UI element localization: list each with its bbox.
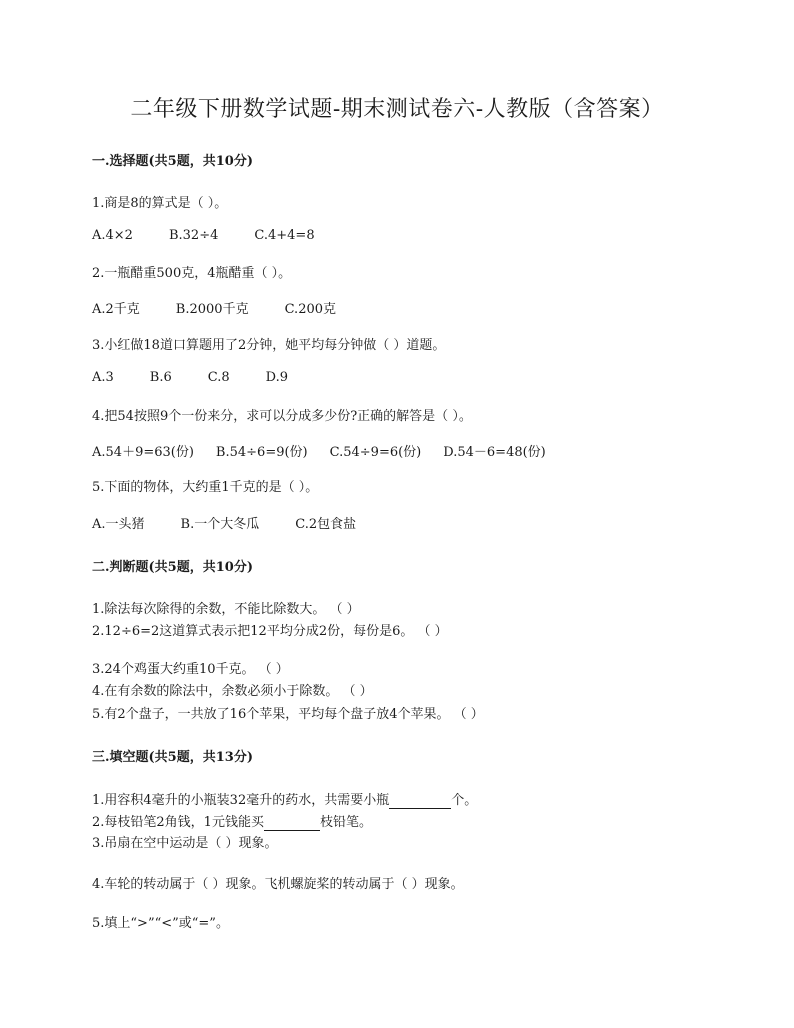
fill-item-4: 4.车轮的转动属于（ ）现象。飞机螺旋桨的转动属于（ ）现象。	[92, 877, 464, 892]
option-a: A.3	[92, 370, 114, 385]
option-d: D.9	[265, 370, 289, 385]
judge-item-2: 2.12÷6=2这道算式表示把12平均分成2份，每份是6。 （ ）	[92, 624, 448, 639]
fill-item-3: 3.吊扇在空中运动是（ ）现象。	[92, 836, 278, 851]
question-4-options	[92, 441, 582, 460]
section-heading-choice: 一.选择题(共5题，共10分)	[92, 154, 253, 169]
fill-item-2-text: 2.每枝铅笔2角钱，1元钱能买	[92, 815, 264, 830]
page-title: 二年级下册数学试题-期末测试卷六-人教版（含答案）	[130, 97, 664, 122]
judge-item-3: 3.24个鸡蛋大约重10千克。 （ ）	[92, 662, 289, 677]
fill-item-2	[92, 811, 372, 831]
option-b: B.32÷4	[168, 228, 219, 243]
answer-blank[interactable]	[389, 793, 451, 809]
option-a: A.4×2	[92, 228, 133, 243]
option-b: B.2000千克	[175, 302, 249, 317]
question-4-stem: 4.把54按照9个一份来分，求可以分成多少份?正确的解答是（ ）。	[92, 409, 472, 424]
option-c: C.2包食盐	[295, 517, 357, 532]
option-b: B.6	[149, 370, 172, 385]
option-a: A.2千克	[92, 302, 140, 317]
question-1-options	[92, 228, 351, 243]
judge-item-1: 1.除法每次除得的余数，不能比除数大。 （ ）	[92, 602, 360, 617]
question-3-options	[92, 370, 324, 385]
question-3-stem: 3.小红做18道口算题用了2分钟，她平均每分钟做（ ）道题。	[92, 338, 446, 353]
option-a: A.54＋9=63(份)	[92, 445, 194, 460]
fill-item-2-suffix: 枝铅笔。	[319, 815, 372, 830]
option-b: B.54÷6=9(份)	[215, 445, 308, 460]
judge-item-5: 5.有2个盘子，一共放了16个苹果，平均每个盘子放4个苹果。 （ ）	[92, 707, 484, 722]
option-d: D.54－6=48(份)	[443, 445, 546, 460]
question-5-stem: 5.下面的物体，大约重1千克的是（ ）。	[92, 480, 319, 495]
fill-item-1-text: 1.用容积4毫升的小瓶装32毫升的药水，共需要小瓶	[92, 793, 390, 808]
option-a: A.一头猪	[92, 517, 145, 532]
option-b: B.一个大冬瓜	[180, 517, 260, 532]
fill-item-1-suffix: 个。	[451, 793, 478, 808]
option-c: C.200克	[284, 302, 337, 317]
question-1-stem: 1.商是8的算式是（ ）。	[92, 196, 228, 211]
section-heading-judge: 二.判断题(共5题，共10分)	[92, 560, 253, 575]
answer-blank[interactable]	[264, 815, 320, 831]
fill-item-1	[92, 789, 477, 809]
fill-item-5: 5.填上“>”“<”或“=”。	[92, 916, 229, 931]
question-2-stem: 2.一瓶醋重500克，4瓶醋重（ ）。	[92, 266, 292, 281]
option-c: C.4+4=8	[254, 228, 315, 243]
section-heading-fill: 三.填空题(共5题，共13分)	[92, 750, 253, 765]
option-c: C.54÷9=6(份)	[329, 445, 422, 460]
judge-item-4: 4.在有余数的除法中，余数必须小于除数。 （ ）	[92, 684, 373, 699]
question-5-options	[92, 513, 392, 532]
option-c: C.8	[207, 370, 230, 385]
question-2-options	[92, 298, 372, 317]
